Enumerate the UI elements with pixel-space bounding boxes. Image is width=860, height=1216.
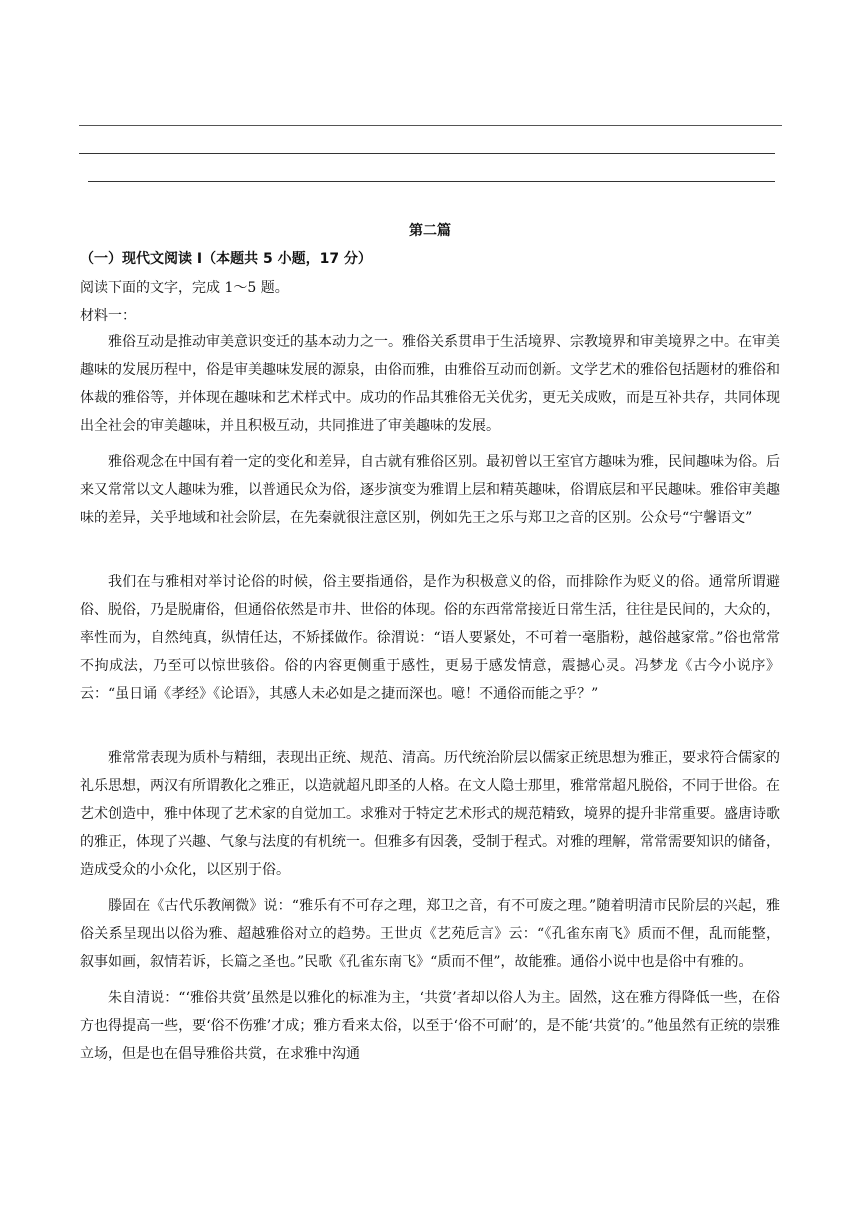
paragraph: 我们在与雅相对举讨论俗的时候，俗主要指通俗，是作为积极意义的俗，而排除作为贬义的俗。通常所谓避俗、脱俗，乃是脱庸俗，但通俗依然是市井、世俗的体现。俗的东西常常接近日常生活，往往是民间的，大众的，率性而为，自然纯真，纵情任达，不矫揉做作。徐渭说：“语人要紧处，不可着一毫脂粉，越俗越家常。”俗也常常不拘成法，乃至可以惊世骇俗。俗的内容更侧重于感性，更易于感发情意，震撼心灵。冯梦龙《古今小说序》云：“虽日诵《孝经》《论语》，其感人未必如是之捷而深也。噫！不通俗而能之乎？”	[80, 574, 780, 702]
answer-line-2	[79, 153, 775, 154]
answer-line-3	[88, 181, 775, 182]
section-heading: （一）现代文阅读 I（本题共 5 小题，17 分）	[80, 251, 372, 267]
paragraph: 雅常常表现为质朴与精细，表现出正统、规范、清高。历代统治阶层以儒家正统思想为雅正，要求符合儒家的礼乐思想，两汉有所谓教化之雅正，以造就超凡即圣的人格。在文人隐士那里，雅常常超凡脱俗，不同于世俗。在艺术创造中，雅中体现了艺术家的自觉加工。求雅对于特定艺术形式的规范精致，境界的提升非常重要。盛唐诗歌的雅正，体现了兴趣、气象与法度的有机统一。但雅多有因袭，受制于程式。对雅的理解，常常需要知识的储备，造成受众的小众化，以区别于俗。	[80, 750, 780, 878]
paragraph: 雅俗互动是推动审美意识变迁的基本动力之一。雅俗关系贯串于生活境界、宗教境界和审美境界之中。在审美趣味的发展历程中，俗是审美趣味发展的源泉，由俗而雅，由雅俗互动而创新。文学艺术的雅俗包括题材的雅俗和体裁的雅俗等，并体现在趣味和艺术样式中。成功的作品其雅俗无关优劣，更无关成败，而是互补共存，共同体现出全社会的审美趣味，并且积极互动，共同推进了审美趣味的发展。	[80, 334, 780, 434]
paragraph: 朱自清说：“‘雅俗共赏’虽然是以雅化的标准为主，‘共赏’者却以俗人为主。固然，这在雅方得降低一些，在俗方也得提高一些，要‘俗不伤雅’才成；雅方看来太俗，以至于‘俗不可耐’的，是不能‘共赏’的。”他虽然有正统的崇雅立场，但是也在倡导雅俗共赏，在求雅中沟通	[80, 990, 780, 1062]
material-label: 材料一：	[80, 308, 136, 324]
reading-passage	[80, 328, 780, 1068]
answer-line-1	[79, 125, 782, 126]
part-title: 第二篇	[409, 223, 451, 239]
paragraph: 滕固在《古代乐教阐微》说：“雅乐有不可存之理，郑卫之音，有不可废之理。”随着明清市民阶层的兴起，雅俗关系呈现出以俗为雅、超越雅俗对立的趋势。王世贞《艺苑卮言》云：“《孔雀东南飞》质而不俚，乱而能整，叙事如画，叙情若诉，长篇之圣也。”民歌《孔雀东南飞》“质而不俚”，故能雅。通俗小说中也是俗中有雅的。	[80, 898, 780, 970]
instruction-text: 阅读下面的文字，完成 1～5 题。	[80, 280, 289, 296]
paragraph: 雅俗观念在中国有着一定的变化和差异，自古就有雅俗区别。最初曾以王室官方趣味为雅，民间趣味为俗。后来又常常以文人趣味为雅，以普通民众为俗，逐步演变为雅谓上层和精英趣味，俗谓底层和平民趣味。雅俗审美趣味的差异，关乎地域和社会阶层，在先秦就很注意区别，例如先王之乐与郑卫之音的区别。公众号“宁馨语文”	[80, 454, 780, 526]
